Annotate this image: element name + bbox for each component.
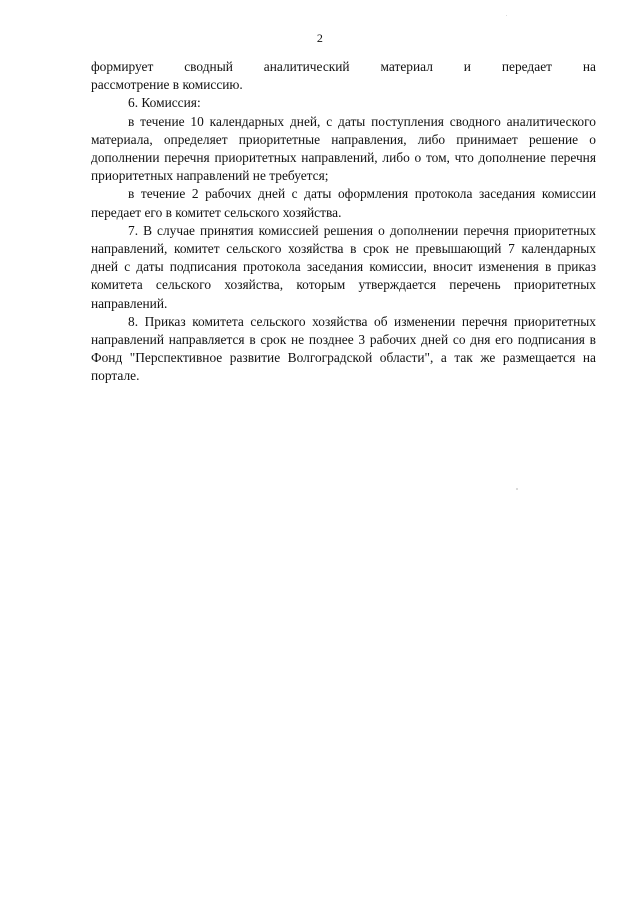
paragraph-item-8: 8. Приказ комитета сельского хозяйства об изменении перечня приоритетных направлений направляется в срок не позднее 3 рабочих дней со дня его подписания в Фонд "Перспективное развитие Волгоградской области", а так же размещается на портале. [91, 313, 596, 384]
document-body [91, 58, 596, 386]
paragraph-commission-heading: 6. Комиссия: [128, 95, 201, 111]
paragraph-item-7: 7. В случае принятия комиссией решения о дополнении перечня приоритетных направлений, комитет сельского хозяйства в срок не превышающий 7 календарных дней с даты подписания протокола заседания комиссии, вносит изменения в приказ комитета сельского хозяйства, которым утверждается перечень приоритетных направлений. [91, 222, 596, 311]
scan-speck [516, 488, 518, 490]
paragraph-commission-term-2-days: в течение 2 рабочих дней с даты оформления протокола заседания комиссии передает его в комитет сельского хозяйства. [91, 186, 596, 220]
paragraph-continuation [91, 58, 596, 94]
scan-speck [506, 15, 507, 16]
paragraph-continuation-rest: рассмотрение в комиссию. [91, 77, 243, 93]
page-number: 2 [316, 31, 324, 45]
paragraph-continuation-first-line: формирует сводный аналитический материал и передает на [91, 59, 596, 74]
paragraph-commission-term-10-days: в течение 10 календарных дней, с даты поступления сводного аналитического материала, определяет приоритетные направления, либо принимает решение о дополнении перечня приоритетных направлений, либо о том, что дополнение перечня приоритетных направлений не требуется; [91, 113, 596, 184]
